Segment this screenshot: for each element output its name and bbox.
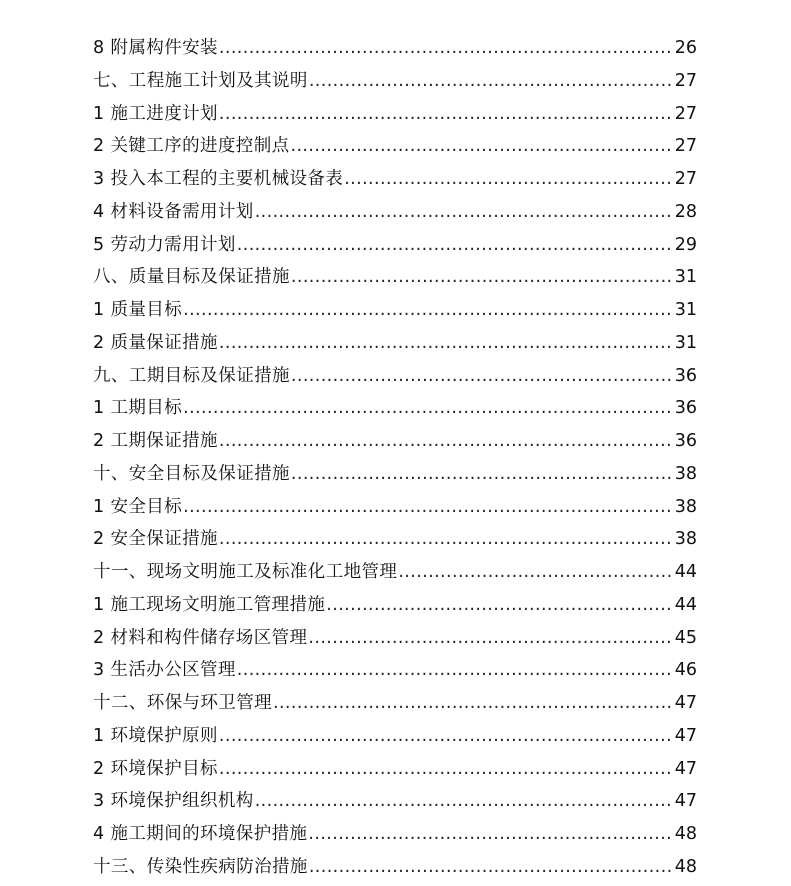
toc-entry-page-number: 47 <box>674 725 697 746</box>
toc-dot-leader <box>219 529 674 549</box>
toc-entry[interactable] <box>93 329 697 362</box>
toc-dot-leader <box>255 791 674 811</box>
table-of-contents <box>93 34 697 886</box>
toc-entry-title: 3 生活办公区管理 <box>93 660 236 681</box>
toc-entry-title: 十一、现场文明施工及标准化工地管理 <box>93 562 398 582</box>
toc-dot-leader <box>291 136 674 156</box>
toc-dot-leader <box>183 398 674 418</box>
toc-entry-page-number: 48 <box>674 856 697 877</box>
toc-entry-page-number: 47 <box>674 791 697 812</box>
toc-dot-leader <box>219 104 674 124</box>
toc-entry[interactable] <box>93 67 697 100</box>
toc-entry[interactable] <box>93 100 697 133</box>
toc-entry[interactable] <box>93 853 697 886</box>
toc-entry[interactable] <box>93 394 697 427</box>
toc-entry-page-number: 36 <box>674 431 697 451</box>
toc-entry[interactable] <box>93 296 697 329</box>
toc-entry[interactable] <box>93 165 697 198</box>
toc-entry-page-number: 31 <box>674 300 697 320</box>
toc-entry-page-number: 45 <box>674 627 697 648</box>
toc-entry-title: 2 工期保证措施 <box>93 431 218 451</box>
toc-entry-page-number: 28 <box>674 201 697 222</box>
toc-dot-leader <box>273 693 674 713</box>
toc-entry-title: 2 关键工序的进度控制点 <box>93 136 290 157</box>
toc-dot-leader <box>219 726 674 746</box>
toc-entry-title: 4 材料设备需用计划 <box>93 201 254 222</box>
toc-dot-leader <box>219 759 674 779</box>
toc-entry[interactable] <box>93 493 697 526</box>
toc-entry-title: 1 质量目标 <box>93 300 183 320</box>
toc-entry-title: 八、质量目标及保证措施 <box>93 267 290 288</box>
toc-entry-title: 8 附属构件安装 <box>93 38 218 58</box>
toc-entry[interactable] <box>93 755 697 788</box>
toc-entry-page-number: 27 <box>674 169 697 189</box>
toc-entry-page-number: 38 <box>674 529 697 550</box>
toc-entry[interactable] <box>93 231 697 264</box>
toc-entry-title: 十、安全目标及保证措施 <box>93 463 290 484</box>
toc-dot-leader <box>308 628 673 648</box>
toc-entry-title: 七、工程施工计划及其说明 <box>93 70 308 91</box>
toc-dot-leader <box>326 595 673 615</box>
toc-entry-page-number: 29 <box>674 234 697 255</box>
toc-entry-title: 九、工期目标及保证措施 <box>93 365 290 386</box>
toc-entry-title: 1 安全目标 <box>93 496 183 517</box>
toc-entry-title: 1 环境保护原则 <box>93 725 218 746</box>
toc-entry[interactable] <box>93 558 697 591</box>
toc-entry-title: 1 工期目标 <box>93 398 183 419</box>
toc-dot-leader <box>291 464 674 484</box>
toc-dot-leader <box>183 300 674 320</box>
toc-entry-title: 十二、环保与环卫管理 <box>93 693 272 713</box>
toc-dot-leader <box>308 824 673 844</box>
toc-entry-page-number: 36 <box>674 398 697 419</box>
toc-dot-leader <box>309 71 674 91</box>
toc-entry-title: 2 材料和构件储存场区管理 <box>93 627 308 648</box>
toc-entry[interactable] <box>93 624 697 657</box>
toc-dot-leader <box>398 562 673 582</box>
toc-dot-leader <box>183 497 674 517</box>
toc-entry-title: 3 环境保护组织机构 <box>93 791 254 812</box>
toc-entry[interactable] <box>93 198 697 231</box>
toc-entry-page-number: 26 <box>674 38 697 58</box>
toc-entry[interactable] <box>93 656 697 689</box>
toc-dot-leader <box>291 267 674 287</box>
toc-entry-page-number: 48 <box>674 824 697 844</box>
toc-entry-page-number: 38 <box>674 463 697 484</box>
toc-entry[interactable] <box>93 722 697 755</box>
toc-entry-page-number: 44 <box>674 594 697 615</box>
toc-entry[interactable] <box>93 132 697 165</box>
toc-entry-page-number: 47 <box>674 758 697 779</box>
toc-entry-page-number: 36 <box>674 365 697 386</box>
toc-entry[interactable] <box>93 591 697 624</box>
toc-entry[interactable] <box>93 427 697 460</box>
toc-entry-title: 1 施工进度计划 <box>93 103 218 124</box>
toc-entry-page-number: 27 <box>674 70 697 91</box>
toc-dot-leader <box>291 366 674 386</box>
toc-dot-leader <box>237 235 674 255</box>
toc-entry-title: 2 质量保证措施 <box>93 332 218 353</box>
toc-entry[interactable] <box>93 263 697 296</box>
toc-entry-page-number: 44 <box>674 562 697 582</box>
toc-entry-page-number: 27 <box>674 103 697 124</box>
toc-dot-leader <box>309 857 674 877</box>
toc-entry[interactable] <box>93 362 697 395</box>
toc-entry[interactable] <box>93 34 697 67</box>
toc-dot-leader <box>344 169 674 189</box>
toc-entry-title: 5 劳动力需用计划 <box>93 234 236 255</box>
toc-dot-leader <box>219 333 674 353</box>
toc-entry-page-number: 47 <box>674 693 697 713</box>
toc-entry-page-number: 31 <box>674 332 697 353</box>
toc-entry[interactable] <box>93 689 697 722</box>
toc-entry[interactable] <box>93 787 697 820</box>
toc-entry-title: 十三、传染性疾病防治措施 <box>93 856 308 877</box>
toc-entry-page-number: 46 <box>674 660 697 681</box>
toc-dot-leader <box>237 660 674 680</box>
toc-entry[interactable] <box>93 460 697 493</box>
toc-dot-leader <box>219 38 674 58</box>
toc-entry[interactable] <box>93 525 697 558</box>
toc-entry-page-number: 27 <box>674 136 697 157</box>
toc-entry-title: 4 施工期间的环境保护措施 <box>93 824 308 844</box>
toc-dot-leader <box>255 202 674 222</box>
toc-entry-title: 2 环境保护目标 <box>93 758 218 779</box>
toc-entry-page-number: 31 <box>674 267 697 288</box>
toc-entry-title: 1 施工现场文明施工管理措施 <box>93 594 326 615</box>
toc-entry[interactable] <box>93 820 697 853</box>
toc-entry-page-number: 38 <box>674 496 697 517</box>
toc-entry-title: 2 安全保证措施 <box>93 529 218 550</box>
toc-dot-leader <box>219 431 674 451</box>
toc-entry-title: 3 投入本工程的主要机械设备表 <box>93 169 344 189</box>
